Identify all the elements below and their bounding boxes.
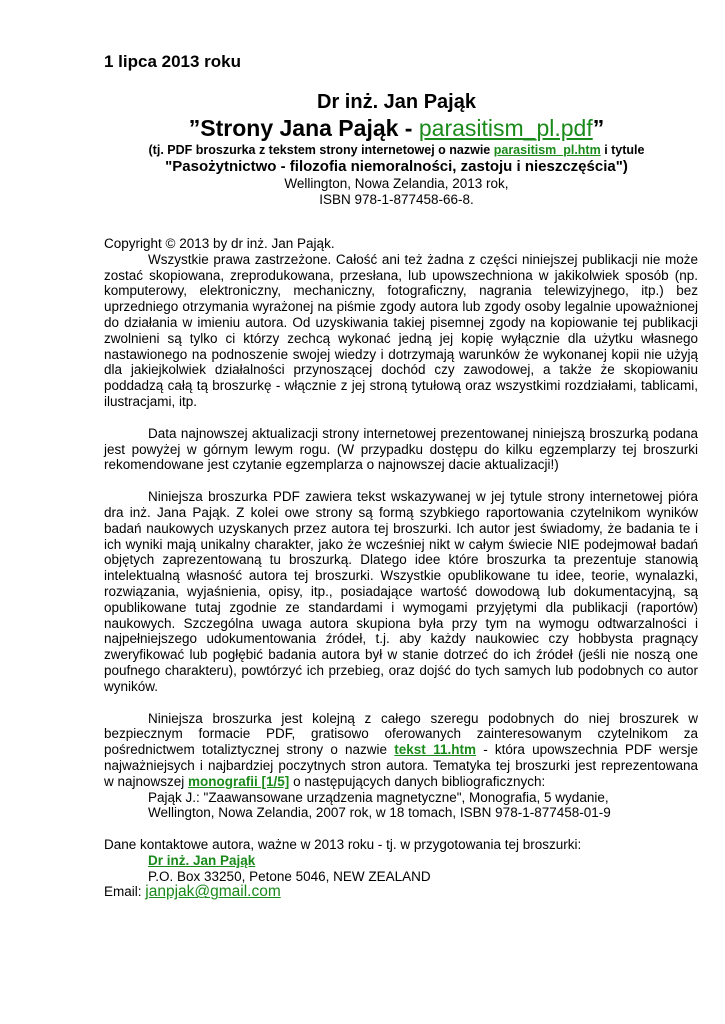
publication-place: Wellington, Nowa Zelandia, 2013 rok, — [284, 176, 509, 191]
email-label: Email: — [104, 884, 146, 900]
subtitle-text-b: i tytule — [600, 143, 645, 157]
subtitle — [104, 143, 689, 158]
title-pdf-link[interactable]: parasitism_pl.pdf — [418, 115, 593, 141]
contact-intro: Dane kontaktowe autora, ważne w 2013 roku - tj. w przygotowania tej broszurki: — [104, 837, 582, 853]
series-paragraph — [104, 711, 698, 790]
email-link[interactable]: janpjak@gmail.com — [145, 883, 281, 901]
content-paragraph: Niniejsza broszurka PDF zawiera tekst wskazywanej w jej tytule strony internetowej pióra dra inż. Jana Pająk. Z kolei owe strony są formą szybkiego raportowania czytelnikom wyników badań naukowych uzyskanych przez autora tej broszurki. Ich autor jest świadomy, że badania te i ich wyniki mają unikalny charakter, jako że wcześniej nikt w całym świecie NIE podejmował badań objętych zaprezentowaną tu broszurką. Dlatego idee które broszurka ta prezentuje stanowią intelektualną własność autora tej broszurki. Wszystkie opublikowane tu idee, teorie, wynalazki, rozwiązania, wyjaśnienia, opisy, itp., posiadające wartość dowodową lub dokumentacyjną, są opublikowane tutaj zgodnie ze standardami i wymogami przyjętymi dla publikacji (raportów) naukowych. Szczególna uwaga autora skupiona była przy tym na wymogu odtwarzalności i najpełniejszego udokumentowania źródeł, t.j. aby każdy naukowiec czy hobbysta pragnący zweryfikować lub pogłębić badania autora był w stanie dotrzeć do ich źródeł (jeśli nie noszą one poufnego charakteru), powtórzyć ich przebieg, oraz dojść do tych samych lub podobnych co autor wyników. — [104, 489, 698, 694]
copyright-paragraph: Wszystkie prawa zastrzeżone. Całość ani też żadna z części niniejszej publikacji nie może zostać skopiowana, zreprodukowana, przesłana, lub upowszechniona w jakikolwiek sposób (np. komputerowy, elektroniczny, mechaniczny, fotograficzny, nagrania telewizyjnego, itp.) bez uprzedniego otrzymania wyrażonej na piśmie zgody autora lub zgody osoby legalnie upoważnionej do działania w imieniu autora. Od uzyskiwania takiej pisemnej zgody na kopiowanie tej publikacji zwolnieni są tylko ci którzy zechcą wykonać jedną jej kopię wyłącznie dla użytku własnego nastawionego na podnoszenie swojej wiedzy i dotrzymają warunków że wykonanej kopii nie użyją dla jakiejkolwiek działalności przynoszącej dochód czy zawodowej, a także że skopiowaniu poddadzą całą tą broszurkę - włącznie z jej stroną tytułową oraz wszystkimi rozdziałami, tablicami, ilustracjami, itp. — [104, 251, 698, 409]
title-close: ” — [592, 115, 605, 141]
series-text-b: - która upowszechnia PDF wersje najważniejsych i najbardziej poczytnych stron autora. Tematyka tej broszurki jest reprezentowana w najnowszej — [104, 742, 698, 789]
document-body — [104, 236, 698, 900]
series-text-a: Niniejsza broszurka jest kolejną z całego szeregu podobnych do niej broszurek w bezpiecznym formacie PDF, gratisowo oferowanych zainteresowanym czytelnikom za pośrednictwem totaliztycznej strony o nazwie — [104, 710, 698, 758]
document-date: 1 lipca 2013 roku — [104, 52, 242, 71]
title-open: ”Strony Jana Pająk - — [188, 115, 419, 141]
bibliography-ref-1: Pająk J.: "Zaawansowane urządzenia magnetyczne", Monografia, 5 wydanie, — [148, 789, 609, 805]
title-block — [104, 90, 689, 208]
author-heading: Dr inż. Jan Pająk — [317, 91, 476, 113]
update-paragraph: Data najnowszej aktualizacji strony internetowej prezentowanej niniejszą broszurką podana jest powyżej w górnym lewym rogu. (W przypadku dostępu do kilku egzemplarzy tej broszurki rekomendowane jest czytanie egzemplarza o najnowszej dacie aktualizacji!) — [104, 425, 698, 473]
subtitle-htm-link[interactable]: parasitism_pl.htm — [493, 143, 601, 157]
subtitle-text-a: (tj. PDF broszurka z tekstem strony internetowej o nazwie — [148, 143, 494, 157]
subtitle-topic: "Pasożytnictwo - filozofia niemoralności, zastoju i nieszczęścia") — [165, 158, 628, 175]
contact-email-row — [104, 884, 698, 900]
contact-name-row — [104, 853, 698, 869]
author-link[interactable]: Dr inż. Jan Pająk — [148, 852, 256, 868]
contact-address: P.O. Box 33250, Petone 5046, NEW ZEALAND — [148, 868, 431, 884]
monografia-link[interactable]: monografii [1/5] — [188, 773, 290, 789]
bibliography-ref-2: Wellington, Nowa Zelandia, 2007 rok, w 18 tomach, ISBN 978-1-877458-01-9 — [148, 805, 611, 821]
isbn: ISBN 978-1-877458-66-8. — [319, 192, 474, 207]
series-text-c: o następujących danych bibliograficznych: — [289, 773, 546, 789]
copyright-line: Copyright © 2013 by dr inż. Jan Pająk. — [104, 236, 335, 251]
tekst-11-link[interactable]: tekst_11.htm — [394, 742, 477, 758]
document-title — [104, 114, 689, 142]
